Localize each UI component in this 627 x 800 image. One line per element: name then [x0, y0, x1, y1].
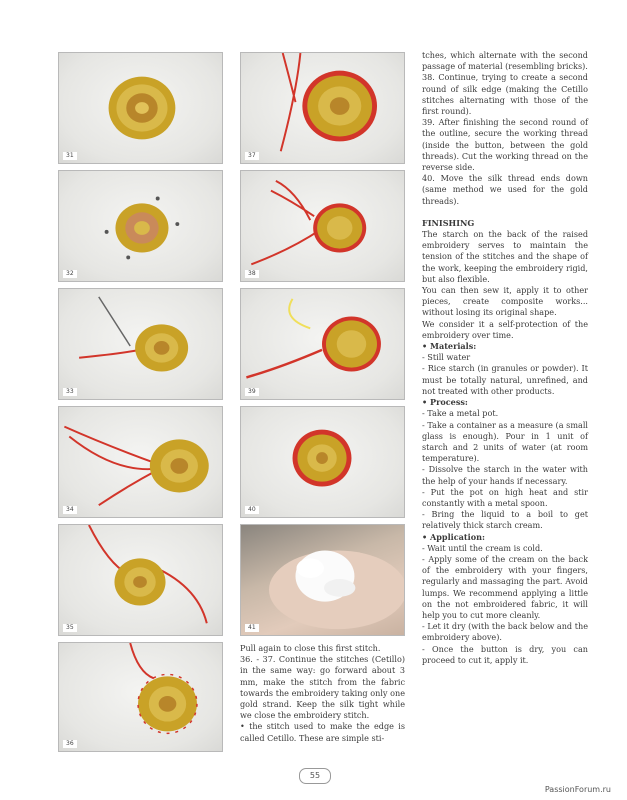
- middle-text-column: [240, 643, 405, 744]
- paragraph: The starch on the back of the raised embroidery serves to maintain the tension of the stitches and the shape of the work, keeping the embroidery rigid, but also flexible.: [422, 229, 588, 284]
- photo-number: 40: [245, 506, 259, 514]
- photo-36: [58, 642, 223, 752]
- gold-button-red-edge-illustration: [241, 53, 404, 163]
- gold-button-illustration: [59, 171, 222, 281]
- subheading-materials: • Materials:: [422, 341, 477, 352]
- section-heading-finishing: FINISHING: [422, 217, 475, 228]
- list-item: - Take a metal pot.: [422, 408, 499, 419]
- photo-number: 41: [245, 624, 259, 632]
- photo-number: 39: [245, 388, 259, 396]
- paragraph: • the stitch used to make the edge is called Cetillo. These are simple sti-: [240, 721, 405, 743]
- photo-number: 36: [63, 740, 77, 748]
- photo-number: 32: [63, 270, 77, 278]
- paragraph: 39. After finishing the second round of the outline, secure the working thread (inside the button, between the gold threads). Cut the working thread on the reverse side.: [422, 117, 588, 173]
- list-item: - Once the button is dry, you can proceed to cut it, apply it.: [422, 643, 588, 665]
- list-item: - Apply some of the cream on the back of the embroidery with your fingers, regularly and massaging the part. Avoid lumps. We recommend applying a little on the not embroidered fabric, it will help you to cut more cleanly.: [422, 553, 588, 620]
- page-number: 55: [299, 768, 331, 784]
- gold-button-needle-illustration: [59, 289, 222, 399]
- subheading-process: • Process:: [422, 397, 468, 408]
- photo-39: [240, 288, 405, 400]
- rice-starch-in-hand-illustration: [241, 525, 404, 635]
- photo-31: [58, 52, 223, 164]
- watermark: PassionForum.ru: [544, 785, 611, 794]
- paragraph: 38. Continue, trying to create a second round of silk edge (making the Cetillo stitches alternating with those of the first round).: [422, 72, 588, 117]
- photo-number: 31: [63, 152, 77, 160]
- photo-number: 38: [245, 270, 259, 278]
- photo-33: [58, 288, 223, 400]
- list-item: - Let it dry (with the back below and the embroidery above).: [422, 621, 588, 643]
- list-item: - Still water: [422, 352, 471, 363]
- subheading-application: • Application:: [422, 531, 485, 542]
- photo-38: [240, 170, 405, 282]
- list-item: - Rice starch (in granules or powder). It must be totally natural, unrefined, and not treated with other products.: [422, 363, 588, 396]
- paragraph: You can then sew it, apply it to other pieces, create composite works... without losing its original shape.: [422, 285, 588, 318]
- photo-37: [240, 52, 405, 164]
- gold-button-red-thread-illustration: [59, 643, 222, 751]
- right-text-column: [422, 50, 588, 666]
- photo-number: 35: [63, 624, 77, 632]
- list-item: - Take a container as a measure (a small glass is enough). Pour in 1 unit of starch and 2 units of water (at room temperature).: [422, 419, 588, 464]
- gold-button-red-edge-illustration: [241, 171, 404, 281]
- photo-40: [240, 406, 405, 518]
- list-item: - Wait until the cream is cold.: [422, 542, 543, 553]
- photo-number: 33: [63, 388, 77, 396]
- paragraph: Pull again to close this first stitch.: [240, 643, 381, 653]
- gold-button-red-thread-illustration: [59, 525, 222, 635]
- photo-41: [240, 524, 405, 636]
- list-item: - Put the pot on high heat and stir constantly with a metal spoon.: [422, 486, 588, 508]
- paragraph: 40. Move the silk thread ends down (same method we used for the gold threads).: [422, 173, 588, 206]
- paragraph: We consider it a self-protection of the embroidery over time.: [422, 318, 588, 340]
- photo-number: 37: [245, 152, 259, 160]
- gold-button-finished-illustration: [241, 407, 404, 517]
- photo-32: [58, 170, 223, 282]
- photo-number: 34: [63, 506, 77, 514]
- photo-34: [58, 406, 223, 518]
- paragraph: tches, which alternate with the second passage of material (resembling bricks).: [422, 50, 588, 72]
- list-item: - Dissolve the starch in the water with the help of your hands if necessary.: [422, 464, 588, 486]
- photo-35: [58, 524, 223, 636]
- list-item: - Bring the liquid to a boil to get relatively thick starch cream.: [422, 509, 588, 531]
- gold-button-red-edge-illustration: [241, 289, 404, 399]
- gold-button-red-thread-illustration: [59, 407, 222, 517]
- paragraph: 36. - 37. Continue the stitches (Cetillo) in the same way: go forward about 3 mm, make the stitch from the fabric towards the embroidery taking only one gold strand. Keep the silk tight while we close the embroidery stitch.: [240, 654, 405, 721]
- gold-button-illustration: [59, 53, 222, 163]
